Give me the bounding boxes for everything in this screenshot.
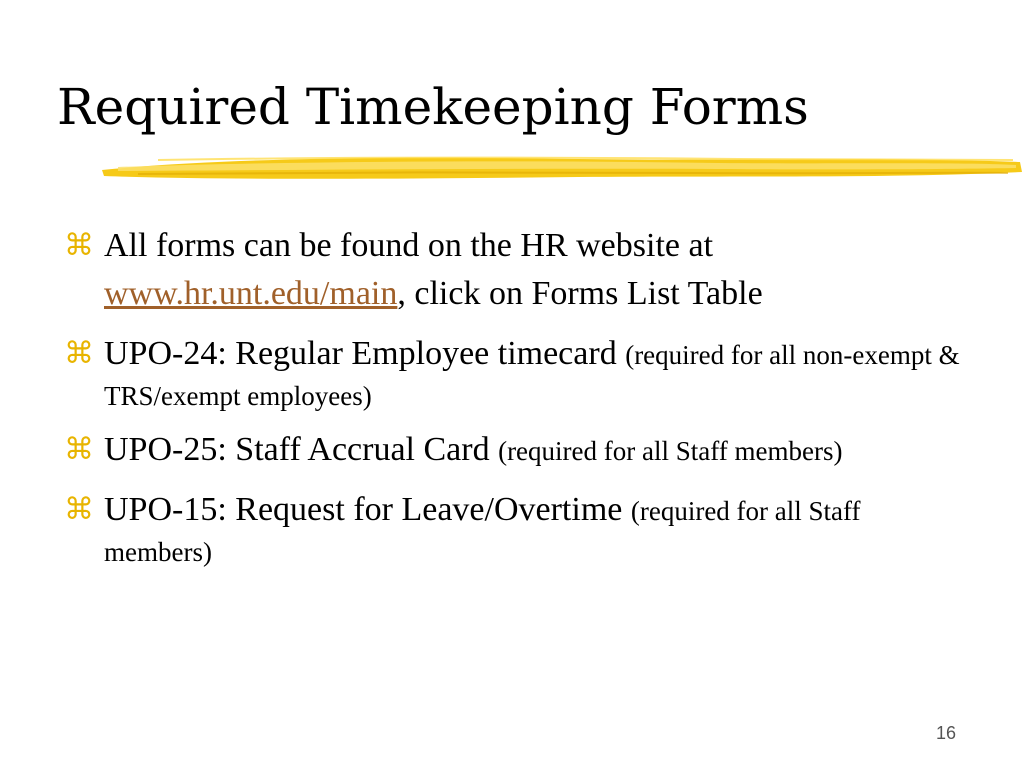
command-key-icon: ⌘ xyxy=(64,336,94,371)
bullet-item-upo-15 xyxy=(64,486,964,570)
bullet-item-forms-location xyxy=(64,222,964,318)
form-name: UPO-25: Staff Accrual Card xyxy=(104,431,490,468)
form-requirement-note: (required for all Staff members) xyxy=(104,496,861,567)
page-number: 16 xyxy=(935,723,956,743)
form-requirement-note: (required for all non-exempt & TRS/exempt employees) xyxy=(104,340,960,411)
bullet-text: All forms can be found on the HR website at xyxy=(104,227,714,264)
command-key-icon: ⌘ xyxy=(64,432,94,467)
title-underline-brushstroke xyxy=(98,150,1024,186)
hr-website-link[interactable]: www.hr.unt.edu/main xyxy=(104,275,398,312)
bullet-item-upo-24 xyxy=(64,330,964,414)
bullet-item-upo-25 xyxy=(64,426,964,474)
bullet-list xyxy=(64,222,964,582)
form-requirement-note: (required for all Staff members) xyxy=(498,436,843,466)
slide-title: Required Timekeeping Forms xyxy=(57,78,809,136)
form-name: UPO-24: Regular Employee timecard xyxy=(104,335,617,372)
command-key-icon: ⌘ xyxy=(64,492,94,527)
bullet-text-continued: , click on Forms List Table xyxy=(397,275,763,312)
form-name: UPO-15: Request for Leave/Overtime xyxy=(104,491,623,528)
command-key-icon: ⌘ xyxy=(64,228,94,263)
